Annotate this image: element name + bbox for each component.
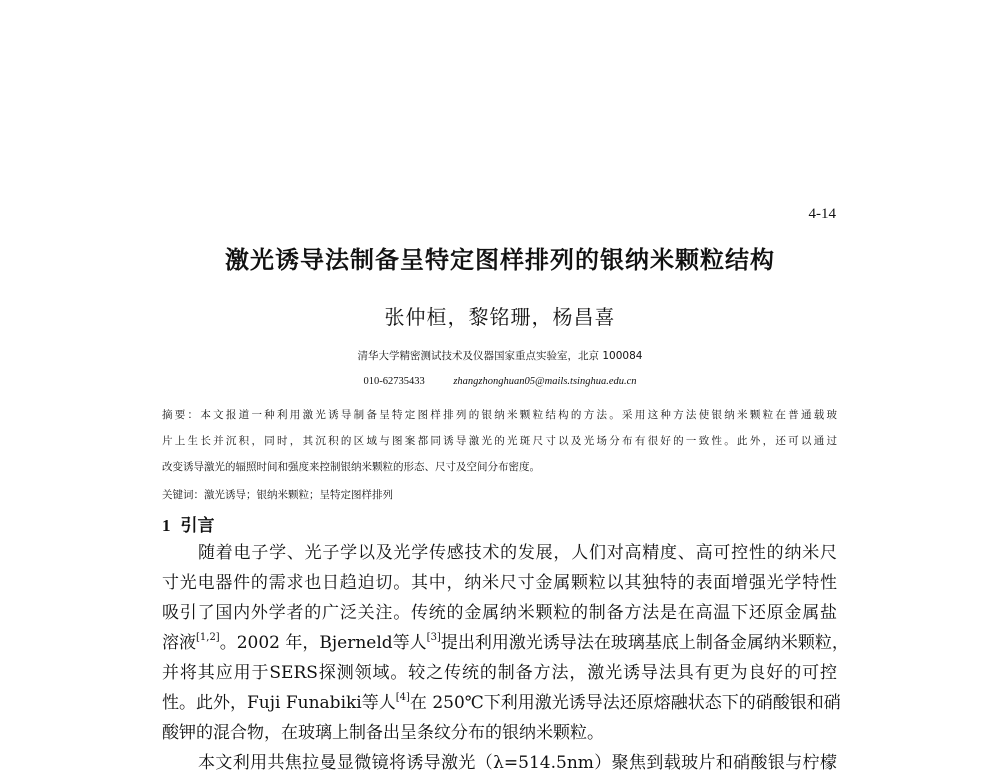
page-number: 4-14 [808,206,836,222]
body-text [162,538,849,778]
paragraph-line: 酸钾的混合物，在玻璃上制备出呈条纹分布的银纳米颗粒。 [162,723,604,743]
paper-title: 激光诱导法制备呈特定图样排列的银纳米颗粒结构 [225,246,775,274]
citation-ref: [3] [426,632,441,643]
keywords: 关键词：激光诱导；银纳米颗粒；呈特定图样排列 [162,489,393,501]
section-title: 引言 [180,516,215,536]
text-segment: 。2002 年，Bjerneld等人 [219,633,427,653]
paragraph-line: 吸引了国内外学者的广泛关注。传统的金属纳米颗粒的制备方法是在高温下还原金属盐 [162,603,837,623]
contact-line [0,376,1000,387]
affiliation: 清华大学精密测试技术及仪器国家重点实验室，北京 100084 [357,350,643,362]
text-segment: 提出利用激光诱导法在玻璃基底上制备金属纳米颗粒， [440,633,849,653]
paragraph-line [162,688,841,718]
text-segment: 溶液 [162,633,196,653]
phone-number: 010-62735433 [363,376,425,387]
citation-ref: [1,2] [196,632,220,643]
abstract [162,402,837,480]
text-segment: 在 250℃下利用激光诱导法还原熔融状态下的硝酸银和硝 [409,693,841,713]
abstract-line: 片上生长并沉积，同时，其沉积的区域与图案都同诱导激光的光斑尺寸以及光场分布有很好的一致性。此外，还可以通过 [162,435,837,447]
section-number: 1 [162,516,171,535]
paragraph-line: 本文利用共焦拉曼显微镜将诱导激光（λ=514.5nm）聚焦到载玻片和硝酸银与柠檬 [198,753,837,773]
email-address: zhangzhonghuan05@mails.tsinghua.edu.cn [453,376,637,387]
authors: 张仲桓，黎铭珊，杨昌喜 [384,305,616,329]
abstract-line: 摘要：本文报道一种利用激光诱导制备呈特定图样排列的银纳米颗粒结构的方法。采用这种方法使银纳米颗粒在普通载玻 [162,409,837,421]
paragraph-line: 并将其应用于SERS探测领域。较之传统的制备方法，激光诱导法具有更为良好的可控 [162,663,837,683]
abstract-line: 改变诱导激光的辐照时间和强度来控制银纳米颗粒的形态、尺寸及空间分布密度。 [162,461,540,473]
paragraph-line: 随着电子学、光子学以及光学传感技术的发展，人们对高精度、高可控性的纳米尺 [198,543,837,563]
section-heading [162,511,215,536]
text-segment: 性。此外，Fuji Funabiki等人 [162,693,396,713]
paragraph-line [162,628,849,658]
citation-ref: [4] [395,692,410,703]
paragraph-line: 寸光电器件的需求也日趋迫切。其中，纳米尺寸金属颗粒以其独特的表面增强光学特性 [162,573,837,593]
